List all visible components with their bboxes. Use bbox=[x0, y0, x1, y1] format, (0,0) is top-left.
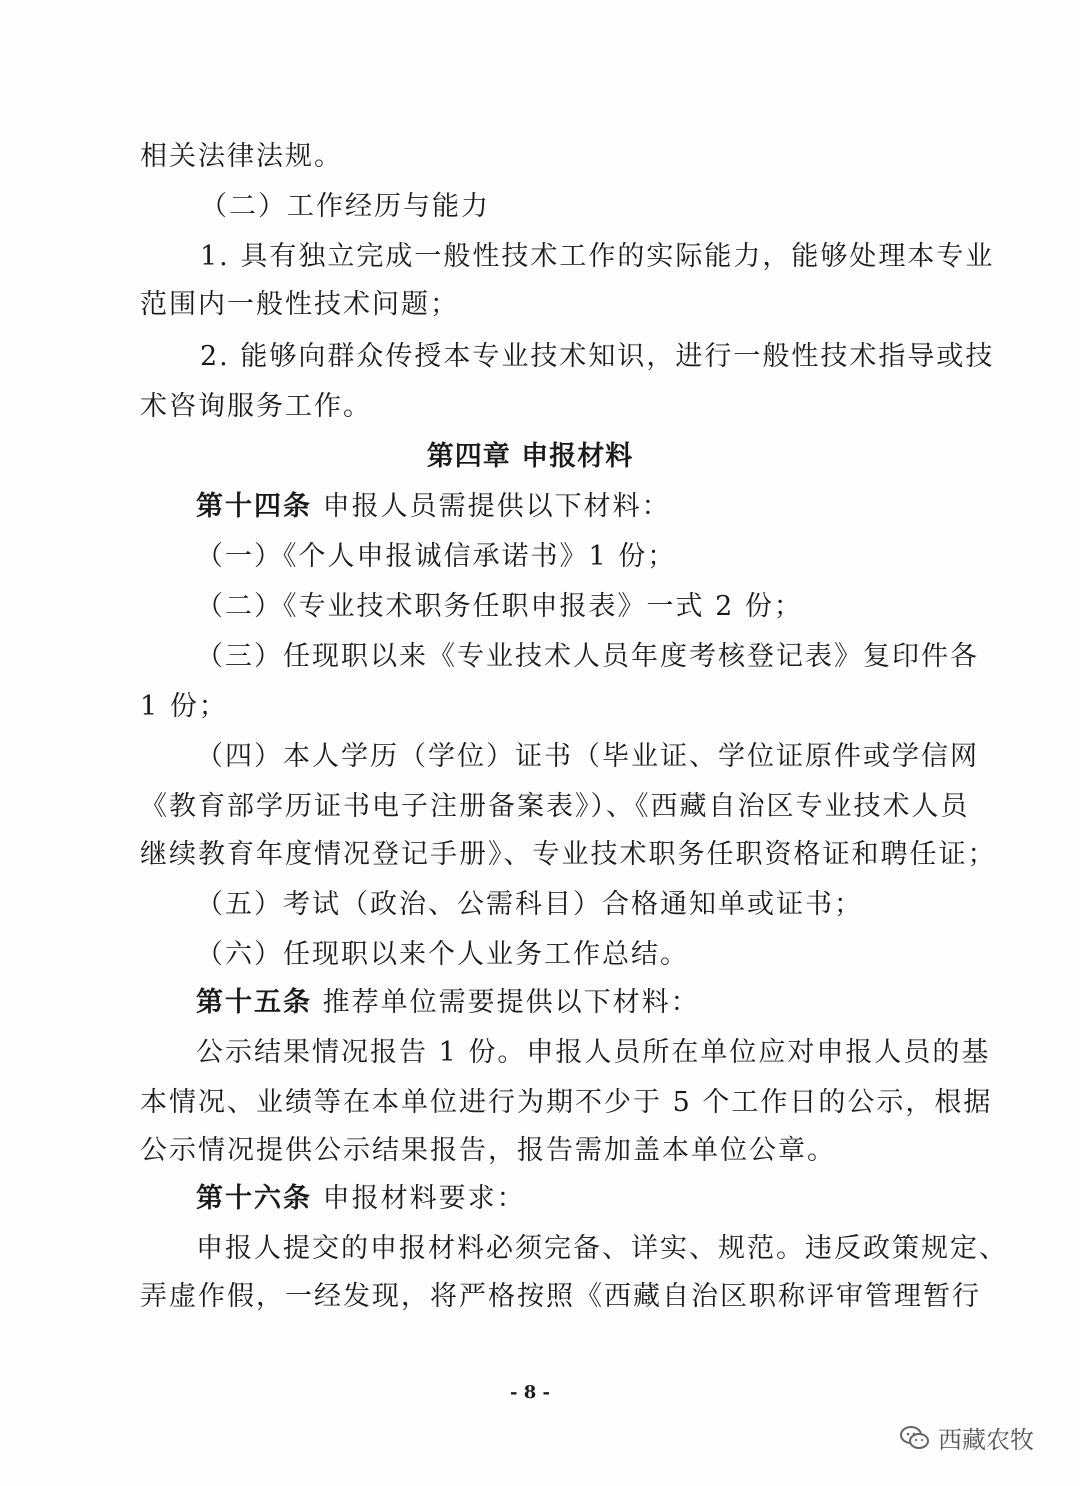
text-line: 范围内一般性技术问题； bbox=[140, 289, 459, 320]
list-item: （一）《个人申报诚信承诺书》1 份； bbox=[196, 541, 677, 572]
list-item: 《教育部学历证书电子注册备案表》）、《西藏自治区专业技术人员 bbox=[140, 791, 970, 822]
text-line: 本情况、业绩等在本单位进行为期不少于 5 个工作日的公示，根据 bbox=[140, 1087, 993, 1118]
list-item: （五）考试（政治、公需科目）合格通知单或证书； bbox=[196, 889, 863, 920]
article-14 bbox=[196, 490, 671, 524]
article-text: 申报人员需提供以下材料： bbox=[322, 491, 671, 522]
article-label: 第十五条 bbox=[196, 987, 312, 1018]
text-line: 公示情况提供公示结果报告，报告需加盖本单位公章。 bbox=[140, 1135, 836, 1166]
text-line: 公示结果情况报告 1 份。申报人员所在单位应对申报人员的基 bbox=[196, 1037, 991, 1068]
article-label: 第十六条 bbox=[196, 1183, 312, 1214]
watermark-text: 西藏农牧 bbox=[938, 1426, 1034, 1454]
article-label: 第十四条 bbox=[196, 491, 312, 522]
page-number: - 8 - bbox=[510, 1382, 550, 1403]
text-line: 1. 具有独立完成一般性技术工作的实际能力，能够处理本专业 bbox=[200, 241, 995, 272]
text-line: 相关法律法规。 bbox=[140, 141, 343, 172]
text-line: 弄虚作假，一经发现，将严格按照《西藏自治区职称评审管理暂行 bbox=[140, 1281, 981, 1312]
list-item: 继续教育年度情况登记手册》、专业技术职务任职资格证和聘任证； bbox=[140, 839, 997, 870]
chapter-heading: 第四章 申报材料 bbox=[426, 441, 634, 472]
list-item: （三）任现职以来《专业技术人员年度考核登记表》复印件各 bbox=[196, 641, 979, 672]
article-text: 申报材料要求： bbox=[322, 1183, 526, 1214]
section-subtitle: （二）工作经历与能力 bbox=[200, 191, 490, 222]
article-15 bbox=[196, 986, 700, 1020]
list-item: （六）任现职以来个人业务工作总结。 bbox=[196, 939, 689, 970]
article-text: 推荐单位需要提供以下材料： bbox=[322, 987, 700, 1018]
list-item: （二）《专业技术职务任职申报表》一式 2 份； bbox=[196, 591, 803, 622]
list-item: 1 份； bbox=[140, 691, 228, 722]
wechat-icon bbox=[900, 1425, 930, 1451]
article-16 bbox=[196, 1182, 526, 1216]
text-line: 术咨询服务工作。 bbox=[140, 391, 372, 422]
text-line: 申报人提交的申报材料必须完备、详实、规范。违反政策规定、 bbox=[196, 1233, 1008, 1264]
watermark bbox=[900, 1420, 1034, 1455]
list-item: （四）本人学历（学位）证书（毕业证、学位证原件或学信网 bbox=[196, 741, 979, 772]
text-line: 2. 能够向群众传授本专业技术知识，进行一般性技术指导或技 bbox=[200, 341, 995, 372]
